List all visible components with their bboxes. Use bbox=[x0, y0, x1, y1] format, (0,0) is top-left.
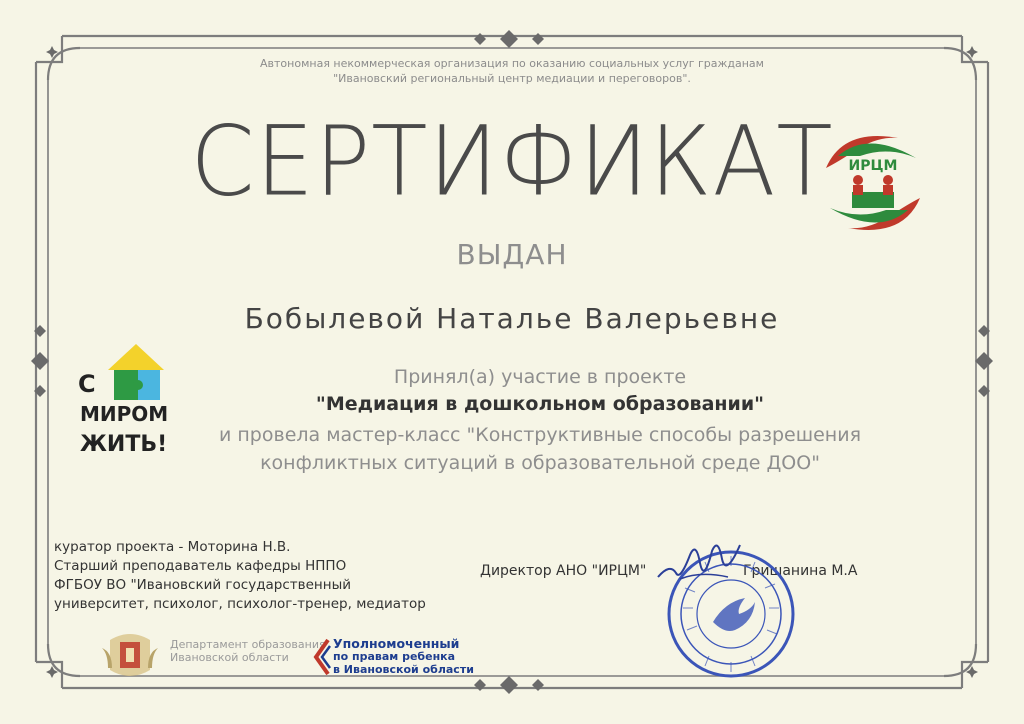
recipient-name: Бобылевой Наталье Валерьевне bbox=[244, 302, 780, 335]
logo-word-zhit: ЖИТЬ! bbox=[80, 432, 168, 457]
issued-label: ВЫДАН bbox=[456, 238, 568, 271]
director-label: Директор АНО "ИРЦМ" bbox=[480, 563, 647, 579]
house-puzzle-icon bbox=[106, 342, 166, 402]
ombudsman-chevron-icon bbox=[312, 638, 332, 676]
signature bbox=[650, 533, 750, 593]
ombudsman-line3: в Ивановской области bbox=[333, 663, 474, 676]
irtsm-logo bbox=[818, 128, 928, 238]
organization-line2: "Ивановский региональный центр медиации и переговоров". bbox=[333, 72, 691, 85]
department-line2: Ивановской области bbox=[170, 651, 289, 664]
curator-line1: куратор проекта - Моторина Н.В. bbox=[54, 539, 291, 555]
curator-block bbox=[54, 538, 426, 614]
body-line1: Принял(а) участие в проекте bbox=[393, 366, 687, 388]
body-line4: конфликтных ситуаций в образовательной среде ДОО" bbox=[260, 452, 820, 474]
s-mirom-zhit-logo bbox=[76, 342, 176, 472]
irtsm-logo-text: ИРЦМ bbox=[848, 158, 898, 174]
logo-word-mirom: МИРОМ bbox=[80, 402, 169, 426]
ombudsman-line1: Уполномоченный bbox=[333, 636, 460, 651]
certificate-title: СЕРТИФИКАТ bbox=[190, 105, 834, 218]
ombudsman-line2: по правам ребенка bbox=[333, 650, 456, 663]
organization-line1: Автономная некоммерческая организация по оказанию социальных услуг гражданам bbox=[260, 57, 764, 70]
logo-word-s: С bbox=[78, 370, 96, 398]
department-line1: Департамент образования bbox=[170, 638, 326, 651]
body-line3: и провела мастер-класс "Конструктивные способы разрешения bbox=[219, 424, 861, 446]
curator-line2: Старший преподаватель кафедры НППО bbox=[54, 558, 347, 574]
project-title: "Медиация в дошкольном образовании" bbox=[315, 393, 765, 415]
department-label bbox=[170, 638, 326, 664]
ombudsman-label bbox=[333, 637, 474, 676]
signer-name: Гришанина М.А bbox=[743, 563, 858, 579]
curator-line3: ФГБОУ ВО "Ивановский государственный bbox=[54, 577, 352, 593]
curator-line4: университет, психолог, психолог-тренер, медиатор bbox=[54, 596, 426, 612]
coat-of-arms-icon bbox=[98, 630, 162, 680]
